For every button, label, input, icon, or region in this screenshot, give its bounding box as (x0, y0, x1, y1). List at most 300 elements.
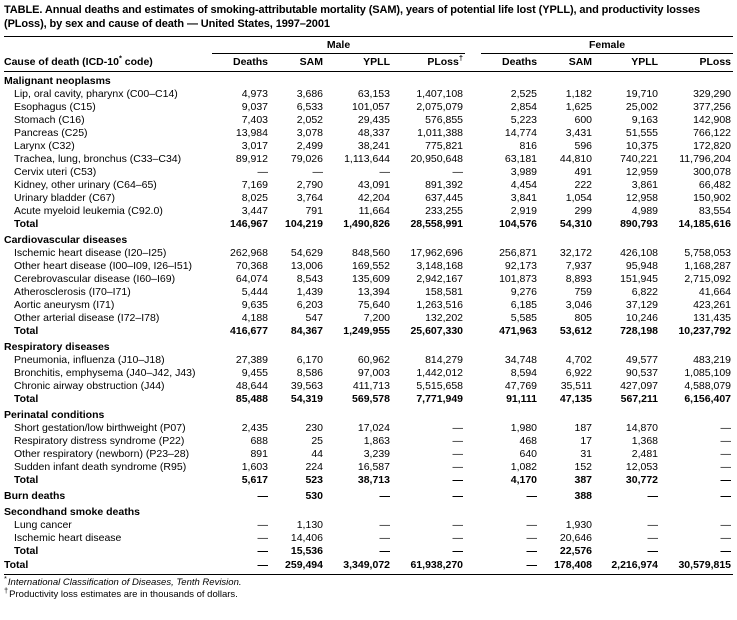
value-cell: 158,581 (425, 286, 464, 298)
value-cell: 169,552 (352, 260, 390, 272)
value-cell: 5,515,658 (416, 380, 464, 392)
value-cell: 7,200 (363, 312, 390, 324)
row-label: Other respiratory (newborn) (P23–28) (14, 448, 190, 460)
row-label: Pneumonia, influenza (J10–J18) (14, 354, 165, 366)
value-cell: 233,255 (425, 205, 464, 217)
data-row (4, 205, 733, 218)
value-cell (481, 406, 539, 422)
section-header-row (4, 487, 733, 503)
value-cell: 85,488 (235, 393, 268, 405)
column-gap (465, 519, 481, 532)
value-cell: 3,686 (296, 88, 323, 100)
value-cell (539, 72, 594, 89)
value-cell: — (720, 519, 732, 531)
value-cell: 187 (574, 422, 593, 434)
data-row (4, 461, 733, 474)
row-label: Cardiovascular diseases (4, 234, 128, 246)
value-cell: 2,790 (296, 179, 323, 191)
value-cell: — (452, 461, 464, 473)
value-cell (481, 338, 539, 354)
value-cell (212, 72, 270, 89)
value-cell: 48,337 (357, 127, 390, 139)
value-cell: 12,053 (625, 461, 659, 473)
value-cell (660, 406, 733, 422)
cause-header-text-post: code) (121, 56, 153, 68)
data-row (4, 114, 733, 127)
female-group-header: Female (481, 37, 733, 54)
value-cell: — (257, 545, 268, 557)
value-cell: 151,945 (620, 273, 659, 285)
row-label: Total (14, 325, 39, 337)
value-cell: 64,074 (235, 273, 268, 285)
value-cell: 101,873 (499, 273, 538, 285)
value-cell: 4,170 (510, 474, 538, 486)
value-cell: 47,769 (504, 380, 538, 392)
cause-column-header (4, 54, 212, 72)
value-cell: 20,646 (559, 532, 593, 544)
value-cell: 740,221 (620, 153, 659, 165)
value-cell: 2,435 (241, 422, 268, 434)
value-cell: 891 (250, 448, 268, 460)
value-cell: 640 (519, 448, 538, 460)
value-cell: 222 (574, 179, 593, 191)
column-header-label: Deaths (502, 56, 538, 68)
data-row (4, 519, 733, 532)
row-label: Short gestation/low birthweight (P07) (14, 422, 186, 434)
value-cell: 1,011,388 (417, 127, 464, 139)
value-cell (594, 406, 660, 422)
grand-total-row (4, 558, 733, 575)
column-gap (465, 299, 481, 312)
value-cell: — (720, 435, 732, 447)
value-cell (481, 503, 539, 519)
value-cell: 805 (574, 312, 593, 324)
column-gap (465, 247, 481, 260)
value-cell: 3,239 (363, 448, 390, 460)
value-cell: 7,937 (565, 260, 593, 272)
cause-header-text: Cause of death (ICD-10 (4, 56, 119, 68)
value-cell: 576,855 (425, 114, 464, 126)
value-cell: 101,057 (352, 101, 390, 113)
value-cell: — (647, 545, 659, 557)
value-cell: 1,930 (565, 519, 593, 531)
column-gap (465, 114, 481, 127)
column-gap (465, 192, 481, 205)
column-gap (465, 338, 481, 354)
column-header-male-ploss (392, 54, 465, 72)
column-gap (465, 474, 481, 487)
value-cell: 1,263,516 (416, 299, 464, 311)
value-cell: 150,902 (693, 192, 732, 204)
data-row (4, 260, 733, 273)
data-row (4, 435, 733, 448)
value-cell: 6,203 (296, 299, 323, 311)
data-row (4, 380, 733, 393)
row-label: Malignant neoplasms (4, 75, 111, 87)
value-cell: 5,585 (510, 312, 538, 324)
row-label: Perinatal conditions (4, 409, 105, 421)
value-cell: 471,963 (499, 325, 538, 337)
column-header-female-sam (539, 54, 594, 72)
value-cell: — (257, 166, 268, 178)
column-gap (465, 532, 481, 545)
data-row (4, 448, 733, 461)
value-cell: 416,677 (230, 325, 268, 337)
value-cell: 97,003 (357, 367, 390, 379)
value-cell: 596 (574, 140, 593, 152)
value-cell: 6,822 (631, 286, 659, 298)
value-cell: 4,454 (510, 179, 538, 191)
value-cell: 14,406 (290, 532, 323, 544)
value-cell: — (526, 490, 538, 502)
value-cell: 9,455 (241, 367, 268, 379)
value-cell: 3,349,072 (325, 558, 392, 575)
value-cell (594, 231, 660, 247)
value-cell: 2,216,974 (594, 558, 660, 575)
value-cell: 14,870 (625, 422, 659, 434)
value-cell: — (452, 422, 464, 434)
value-cell: 29,435 (357, 114, 390, 126)
value-cell: — (647, 519, 659, 531)
column-gap (465, 231, 481, 247)
row-label: Lung cancer (14, 519, 72, 531)
value-cell: 90,537 (625, 367, 659, 379)
value-cell: 1,368 (631, 435, 659, 447)
value-cell: 11,664 (358, 205, 390, 217)
value-cell: — (452, 448, 464, 460)
column-header-row (4, 54, 733, 72)
value-cell: 13,394 (357, 286, 390, 298)
value-cell: 2,052 (296, 114, 323, 126)
column-gap (465, 325, 481, 338)
column-gap (465, 558, 481, 575)
value-cell (270, 503, 325, 519)
data-row (4, 367, 733, 380)
row-label: Total (4, 558, 212, 575)
value-cell (392, 72, 465, 89)
sex-group-header-row (4, 37, 733, 54)
cause-header-spacer (4, 37, 212, 54)
value-cell: 63,153 (357, 88, 390, 100)
value-cell: — (526, 532, 538, 544)
value-cell: 816 (519, 140, 538, 152)
column-gap (465, 260, 481, 273)
value-cell: 1,407,108 (416, 88, 464, 100)
value-cell: 891,392 (425, 179, 464, 191)
value-cell: 53,612 (559, 325, 593, 337)
value-cell: 6,185 (510, 299, 538, 311)
row-label: Lip, oral cavity, pharynx (C00–C14) (14, 88, 178, 100)
value-cell: 3,017 (241, 140, 268, 152)
value-cell (392, 503, 465, 519)
value-cell: — (526, 545, 538, 557)
value-cell: 848,560 (352, 247, 390, 259)
value-cell (325, 406, 392, 422)
value-cell: 54,319 (290, 393, 323, 405)
value-cell (270, 338, 325, 354)
row-label: Other arterial disease (I72–I78) (14, 312, 160, 324)
value-cell: — (720, 461, 732, 473)
column-header-female-ploss (660, 54, 733, 72)
value-cell: 54,310 (559, 218, 593, 230)
value-cell: 8,893 (565, 273, 593, 285)
value-cell: 567,211 (620, 393, 659, 405)
value-cell: 142,908 (693, 114, 732, 126)
row-label: Sudden infant death syndrome (R95) (14, 461, 187, 473)
column-gap (465, 218, 481, 231)
value-cell: 13,006 (290, 260, 323, 272)
value-cell: 131,435 (693, 312, 732, 324)
data-row (4, 88, 733, 101)
data-row (4, 273, 733, 286)
dagger-footnote-marker: † (458, 53, 464, 63)
value-cell: 25,607,330 (410, 325, 464, 337)
row-label: Total (14, 218, 39, 230)
value-cell: 1,442,012 (416, 367, 464, 379)
dagger-marker: † (4, 585, 9, 595)
value-cell: 41,664 (698, 286, 732, 298)
value-cell: 19,710 (625, 88, 659, 100)
value-cell: 423,261 (693, 299, 732, 311)
value-cell: 3,764 (296, 192, 323, 204)
row-label: Larynx (C32) (14, 140, 75, 152)
column-gap (465, 435, 481, 448)
value-cell (660, 72, 733, 89)
value-cell (212, 503, 270, 519)
value-cell (481, 72, 539, 89)
value-cell: 84,367 (290, 325, 323, 337)
value-cell: 2,942,167 (416, 273, 464, 285)
value-cell (594, 503, 660, 519)
value-cell: 10,246 (625, 312, 659, 324)
data-row (4, 179, 733, 192)
value-cell: 1,130 (296, 519, 323, 531)
value-cell: 300,078 (693, 166, 732, 178)
footnote-text: International Classification of Diseases, Tenth Revision. (7, 577, 242, 588)
row-label: Acute myeloid leukemia (C92.0) (14, 205, 163, 217)
value-cell: — (257, 490, 268, 502)
value-cell: 1,249,955 (343, 325, 390, 337)
value-cell: 890,793 (620, 218, 659, 230)
table-body (4, 72, 733, 575)
value-cell: 5,444 (241, 286, 268, 298)
value-cell: 27,389 (235, 354, 268, 366)
section-header-row (4, 231, 733, 247)
value-cell (212, 406, 270, 422)
value-cell: — (452, 519, 464, 531)
row-label: Total (14, 393, 39, 405)
column-gap (465, 140, 481, 153)
value-cell: 95,948 (625, 260, 659, 272)
value-cell: 172,820 (693, 140, 732, 152)
value-cell: 9,635 (241, 299, 268, 311)
column-header-label: SAM (568, 56, 593, 68)
value-cell (325, 338, 392, 354)
value-cell: 8,586 (296, 367, 323, 379)
value-cell: 427,097 (620, 380, 659, 392)
row-label: Chronic airway obstruction (J44) (14, 380, 165, 392)
data-row (4, 299, 733, 312)
value-cell: 4,188 (241, 312, 268, 324)
total-row (4, 545, 733, 558)
male-group-header: Male (212, 37, 465, 54)
value-cell: 3,989 (510, 166, 538, 178)
value-cell: 3,447 (241, 205, 268, 217)
value-cell: 49,577 (625, 354, 659, 366)
row-label: Pancreas (C25) (14, 127, 88, 139)
value-cell: 600 (574, 114, 593, 126)
value-cell: 775,821 (425, 140, 464, 152)
row-label: Atherosclerosis (I70–I71) (14, 286, 131, 298)
value-cell: 35,511 (560, 380, 593, 392)
value-cell: 388 (574, 490, 593, 502)
value-cell: 54,629 (290, 247, 323, 259)
value-cell: 38,241 (357, 140, 390, 152)
value-cell: 79,026 (290, 153, 323, 165)
column-gap (465, 179, 481, 192)
column-header-male-sam (270, 54, 325, 72)
column-gap (465, 380, 481, 393)
row-label: Total (14, 545, 39, 557)
footnote-ploss (4, 585, 733, 601)
value-cell: — (452, 474, 464, 486)
value-cell: 13,984 (235, 127, 268, 139)
table-title: TABLE. Annual deaths and estimates of smoking-attributable mortality (SAM), years of potential life lost (YPLL), and productivity losses (PLoss), by sex and cause of death — United States, 1997–2001 (4, 4, 700, 30)
column-header-label: SAM (299, 56, 323, 68)
total-row (4, 474, 733, 487)
value-cell: 17,024 (357, 422, 390, 434)
value-cell: 7,169 (241, 179, 268, 191)
value-cell: 3,148,168 (416, 260, 464, 272)
value-cell: 299 (574, 205, 593, 217)
value-cell: — (257, 532, 268, 544)
value-cell: 569,578 (352, 393, 390, 405)
column-gap (465, 448, 481, 461)
value-cell: 1,625 (565, 101, 593, 113)
value-cell: 6,922 (565, 367, 593, 379)
value-cell: 15,536 (290, 545, 323, 557)
value-cell: 10,375 (625, 140, 659, 152)
value-cell: 387 (574, 474, 593, 486)
value-cell: — (647, 490, 659, 502)
section-header-row (4, 406, 733, 422)
column-gap (465, 286, 481, 299)
column-gap (465, 72, 481, 89)
value-cell: 814,279 (425, 354, 464, 366)
value-cell: 2,481 (631, 448, 659, 460)
value-cell (325, 231, 392, 247)
column-gap (465, 461, 481, 474)
row-label: Ischemic heart disease (14, 532, 122, 544)
asterisk-footnote-marker: * (118, 53, 122, 63)
row-label: Secondhand smoke deaths (4, 506, 140, 518)
group-gap (465, 54, 481, 72)
value-cell: 491 (574, 166, 593, 178)
total-row (4, 325, 733, 338)
value-cell: 14,185,616 (678, 218, 732, 230)
value-cell: 377,256 (693, 101, 732, 113)
mortality-table (4, 36, 733, 575)
value-cell: 256,871 (499, 247, 538, 259)
data-row (4, 127, 733, 140)
row-label: Trachea, lung, bronchus (C33–C34) (14, 153, 182, 165)
value-cell: — (452, 490, 464, 502)
value-cell: 7,403 (241, 114, 268, 126)
value-cell (392, 231, 465, 247)
value-cell: 75,640 (357, 299, 390, 311)
value-cell: 104,219 (285, 218, 323, 230)
column-gap (465, 127, 481, 140)
value-cell: 83,554 (698, 205, 732, 217)
value-cell: 70,368 (235, 260, 268, 272)
section-header-row (4, 72, 733, 89)
value-cell (212, 338, 270, 354)
value-cell: — (647, 532, 659, 544)
data-row (4, 422, 733, 435)
value-cell: 547 (305, 312, 323, 324)
value-cell: 1,182 (565, 88, 593, 100)
column-header-female-deaths (481, 54, 539, 72)
data-row (4, 247, 733, 260)
value-cell: 224 (305, 461, 323, 473)
footnote-text: Productivity loss estimates are in thousands of dollars. (9, 589, 238, 600)
value-cell: 44 (311, 448, 323, 460)
footnote-icd (4, 573, 733, 589)
row-label: Aortic aneurysm (I71) (14, 299, 115, 311)
value-cell: 1,980 (510, 422, 538, 434)
value-cell (392, 338, 465, 354)
value-cell: — (720, 532, 732, 544)
value-cell (539, 338, 594, 354)
value-cell: 8,025 (241, 192, 268, 204)
value-cell: — (720, 545, 732, 557)
row-label: Total (14, 474, 39, 486)
value-cell (270, 72, 325, 89)
column-gap (465, 166, 481, 179)
total-row (4, 218, 733, 231)
value-cell: 2,919 (510, 205, 538, 217)
value-cell: — (452, 166, 464, 178)
data-row (4, 354, 733, 367)
value-cell: 1,082 (510, 461, 538, 473)
value-cell: 759 (574, 286, 593, 298)
group-gap (465, 37, 481, 54)
value-cell: — (379, 490, 390, 502)
data-row (4, 166, 733, 179)
value-cell: 44,810 (559, 153, 593, 165)
value-cell: — (720, 474, 732, 486)
row-label: Burn deaths (4, 490, 66, 502)
value-cell: 4,973 (241, 88, 268, 100)
data-row (4, 153, 733, 166)
value-cell: 61,938,270 (392, 558, 465, 575)
value-cell: 178,408 (539, 558, 594, 575)
value-cell: — (212, 558, 270, 575)
data-row (4, 101, 733, 114)
row-label: Ischemic heart disease (I20–I25) (14, 247, 167, 259)
value-cell: 6,156,407 (684, 393, 732, 405)
row-label: Cerebrovascular disease (I60–I69) (14, 273, 176, 285)
column-header-male-ypll (325, 54, 392, 72)
value-cell: 5,758,053 (684, 247, 732, 259)
value-cell: 9,163 (631, 114, 659, 126)
column-header-label: YPLL (363, 56, 390, 68)
value-cell: 20,950,648 (410, 153, 464, 165)
value-cell: 2,854 (510, 101, 538, 113)
value-cell: 48,644 (235, 380, 268, 392)
value-cell: 688 (250, 435, 268, 447)
column-gap (465, 205, 481, 218)
